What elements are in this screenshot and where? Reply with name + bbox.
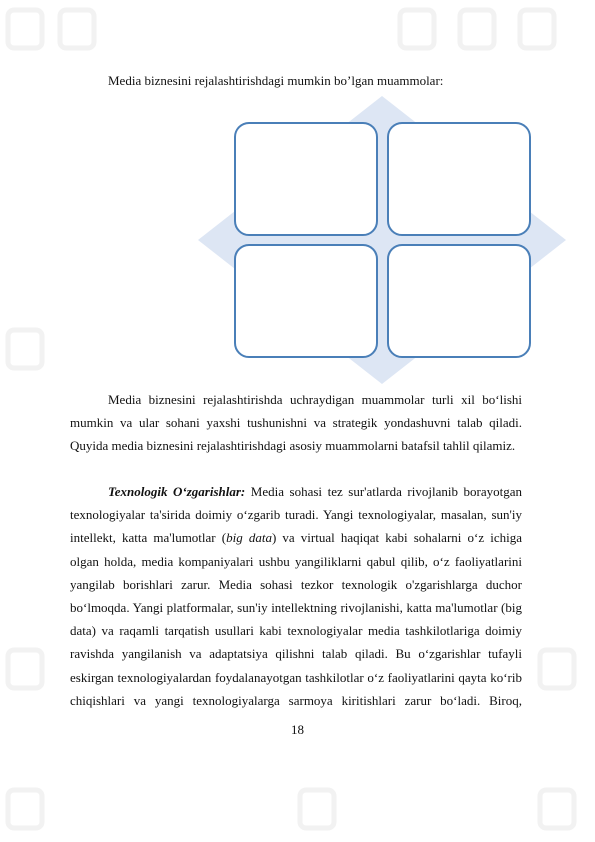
diagram-box-top-right [388,123,530,235]
technological-changes-paragraph [70,480,522,712]
diagram-box-top-left [235,123,377,235]
diagram-box-bottom-left [235,245,377,357]
paragraph-text-part-2: ) va virtual haqiqat kabi sohalarni o‘z ichiga olgan holda, media kompaniyalari ushbu yangiliklarni qabul qilib, o‘z faoliyatlarini yangilab borishlari zarur. Media sohasi tezkor texnologik o'zgarishlarga duchor bo‘lmoqda. Yangi platformalar, sun'iy intellektning rivojlanishi, katta ma'lumotlar (big data) va raqamli tarqatish usullari kabi texnologiyalar media tashkilotlariga doimiy ravishda yangilanish va adaptatsiya qilishni talab qiladi. Bu o‘zgarishlar tufayli eskirgan texnologiyalardan foydalanayotgan tashkilotlar o‘z faoliyatlarini qayta ko‘rib chiqishlari va yangi texnologiyalarga sarmoya kiritishlari zarur bo‘ladi. Biroq, [70,530,523,708]
page-number: 18 [291,722,304,737]
section-heading: Media biznesini rejalashtirishdagi mumkin bo’lgan muammolar: [108,73,444,88]
matrix-diagram [196,94,568,386]
paragraph-text-part-1: Media sohasi tez sur'atlarda rivojlanib borayotgan texnologiyalar ta'sirida doimiy o‘zgarib turadi. Yangi texnologiyalar, masalan, sun'iy intellekt, katta ma'lumotlar ( [70,484,522,546]
diagram-box-bottom-right [388,245,530,357]
italic-term: big data [226,530,272,546]
intro-paragraph: Media biznesini rejalashtirishda uchraydigan muammolar turli xil bo‘lishi mumkin va ular sohani yaxshi tushunishni va strategik yondashuvni talab qiladi. Quyida media biznesini rejalashtirishdagi asosiy muammolarni batafsil tahlil qilamiz. [70,392,522,454]
paragraph-lead-term: Texnologik O‘zgarishlar: [108,484,246,499]
